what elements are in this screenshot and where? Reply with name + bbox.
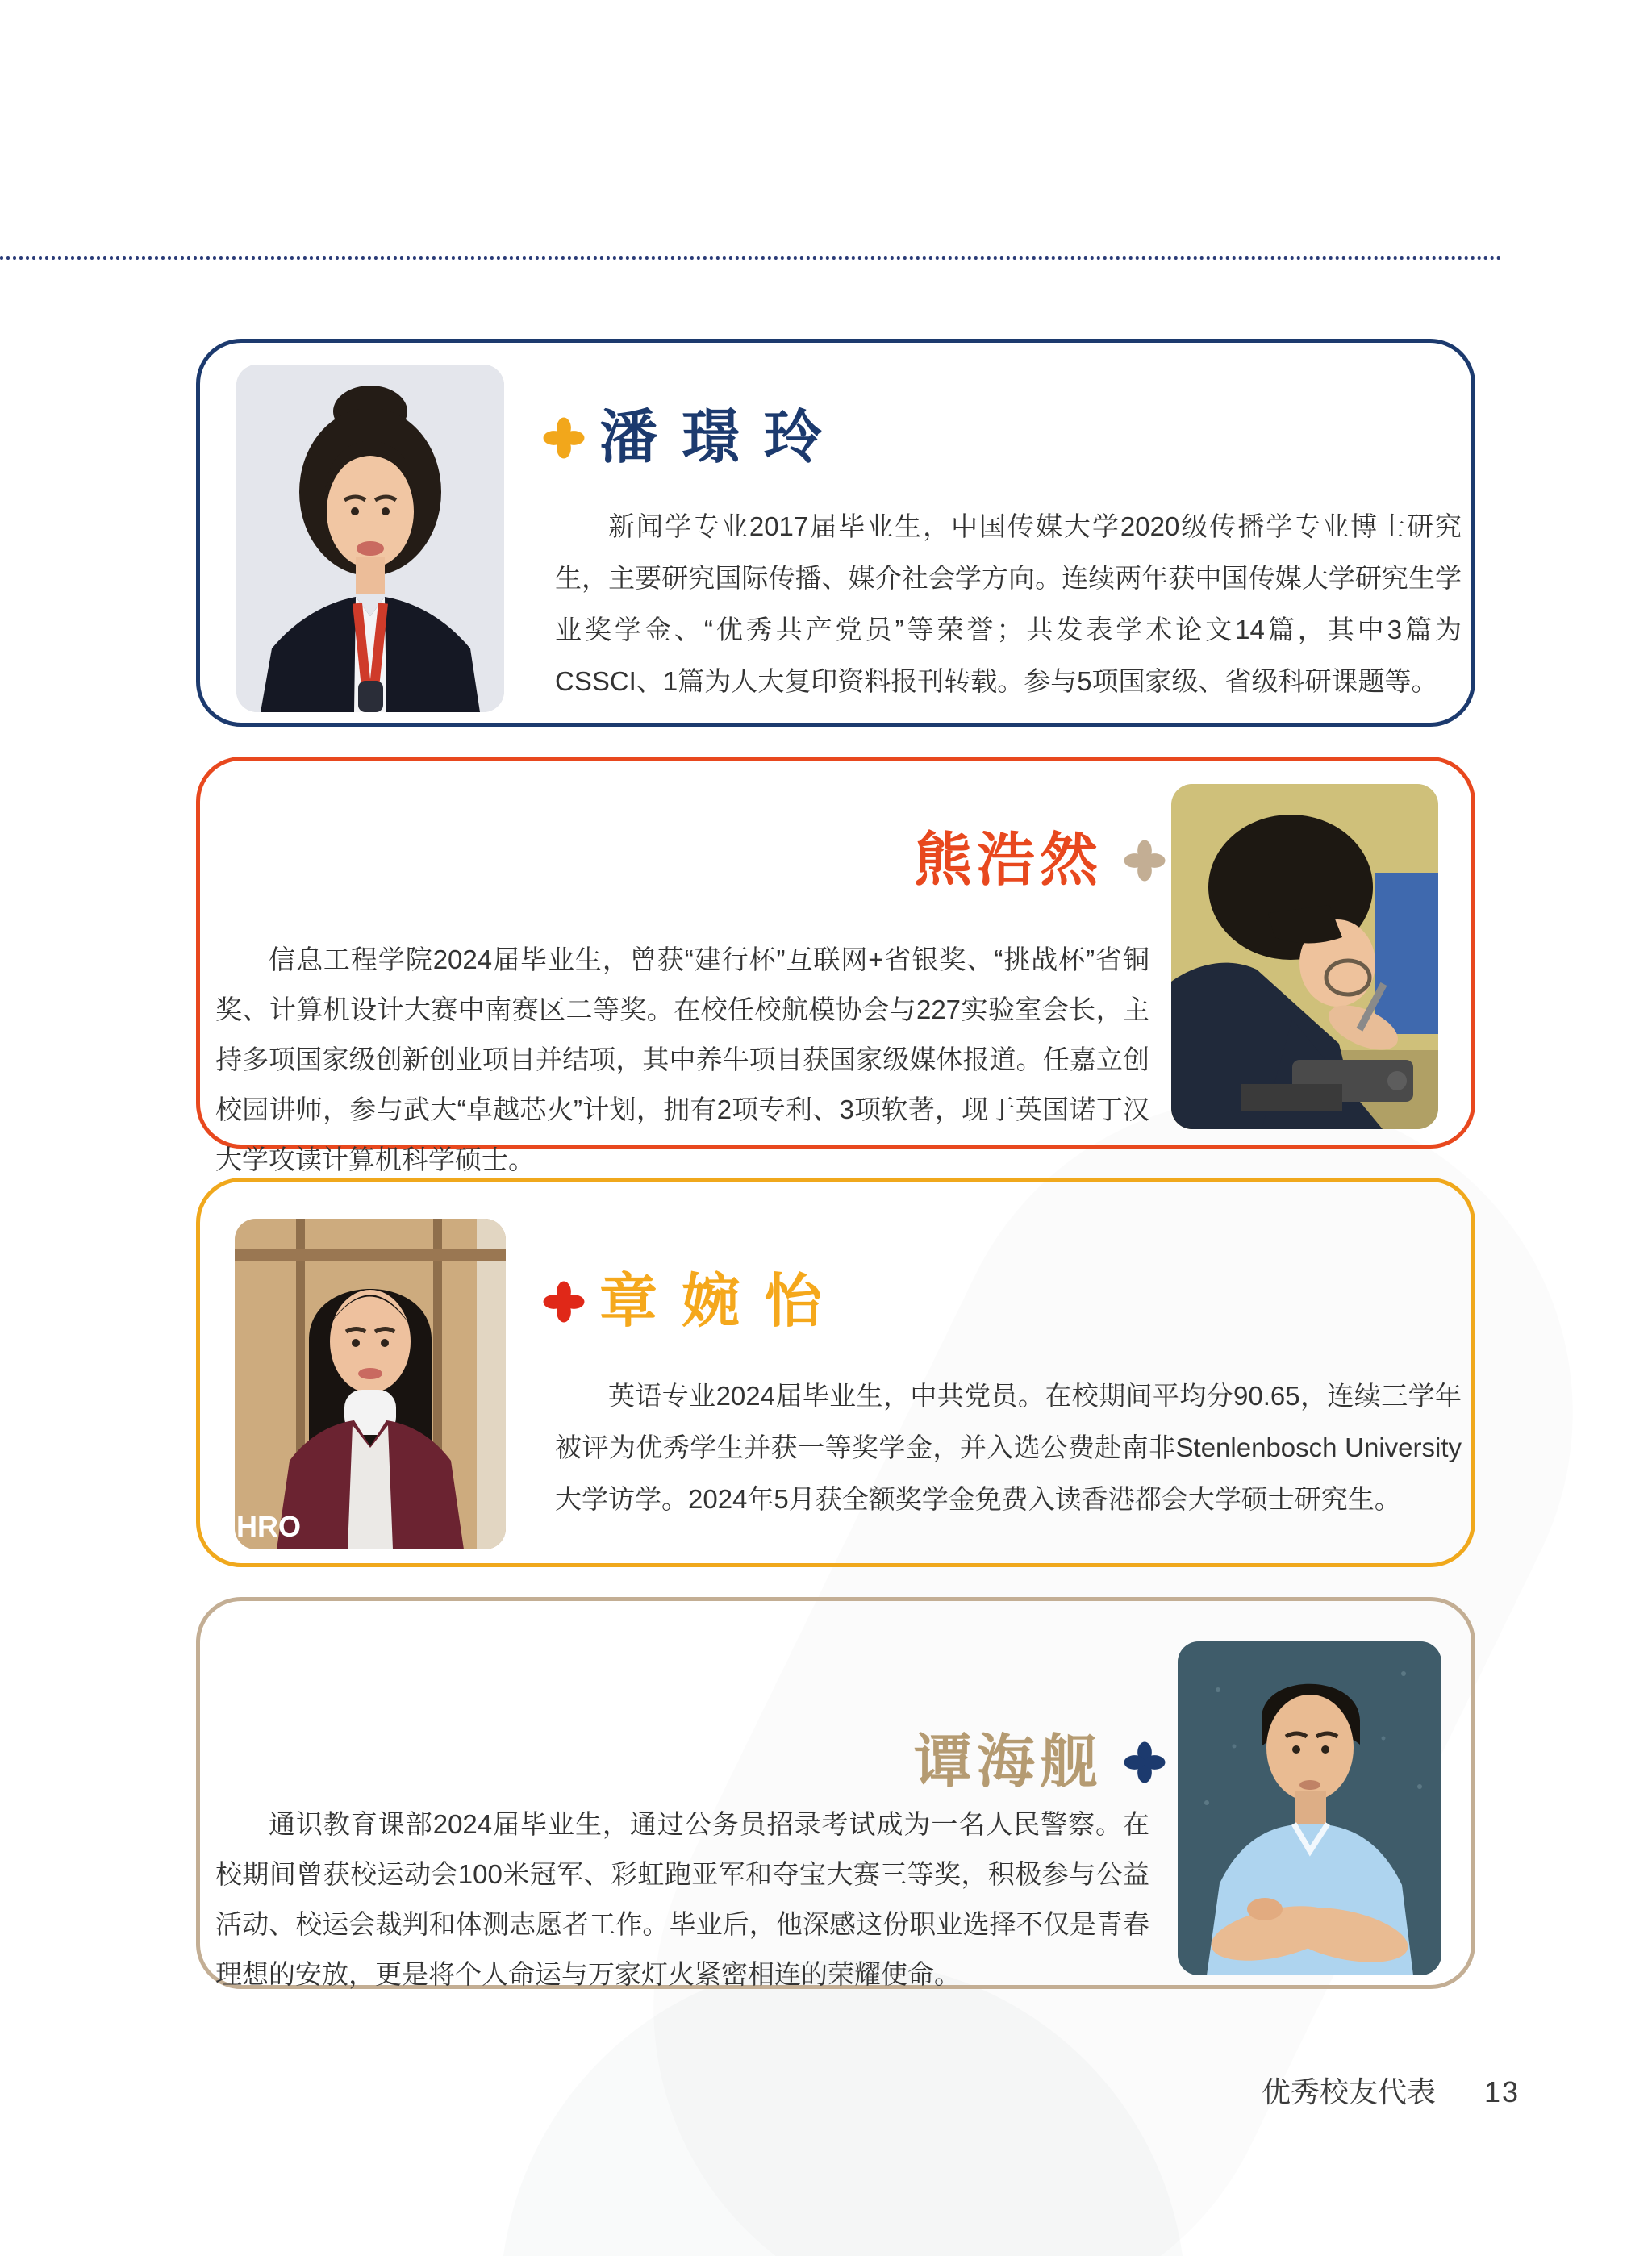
alumni-photo — [236, 365, 504, 712]
alumni-bio: 信息工程学院2024届毕业生，曾获“建行杯”互联网+省银奖、“挑战杯”省铜奖、计算机设计大赛中南赛区二等奖。在校任校航模协会与227实验室会长，主持多项国家级创新创业项目并结项，其中养牛项目获国家级媒体报道。任嘉立创校园讲师，参与武大“卓越芯火”计划，拥有2项专利、3项软著，现于英国诺丁汉大学攻读计算机科学硕士。 — [215, 945, 1150, 1174]
clover-icon — [543, 1281, 585, 1323]
alumni-card-pan-jingling — [196, 339, 1475, 727]
alumni-bio: 英语专业2024届毕业生，中共党员。在校期间平均分90.65，连续三学年被评为优秀学生并获一等奖学金，并入选公费赴南非Stenlenbosch University大学访学。2024年5月获全额奖学金免费入读香港都会大学硕士研究生。 — [555, 1381, 1462, 1514]
alumni-name: 谭海舰 — [914, 1730, 1103, 1795]
dotted-divider — [0, 256, 1502, 260]
alumni-photo — [1178, 1641, 1441, 1975]
page-number: 13 — [1484, 2075, 1521, 2108]
alumni-bio: 通识教育课部2024届毕业生，通过公务员招录考试成为一名人民警察。在校期间曾获校运动会100米冠军、彩虹跑亚军和夺宝大赛三等奖，积极参与公益活动、校运会裁判和体测志愿者工作。毕业后，他深感这份职业选择不仅是青春理想的安放，更是将个人命运与万家灯火紧密相连的荣耀使命。 — [215, 1809, 1149, 1989]
alumni-card-tan-haijian — [196, 1597, 1475, 1989]
clover-icon — [1124, 1741, 1166, 1783]
alumni-name: 潘璟玲 — [599, 406, 847, 470]
portrait-man-soldering — [1171, 784, 1438, 1129]
footer-section-title: 优秀校友代表 — [1262, 2075, 1437, 2108]
alumni-bio: 新闻学专业2017届毕业生，中国传媒大学2020级传播学专业博士研究生，主要研究国际传播、媒介社会学方向。连续两年获中国传媒大学研究生学业奖学金、“优秀共产党员”等荣誉；共发表学术论文14篇，其中3篇为CSSCI、1篇为人大复印资料报刊转载。参与5项国家级、省级科研课题等。 — [555, 511, 1462, 696]
clover-icon — [543, 417, 585, 459]
photo-sign-text: HRO — [236, 1510, 301, 1543]
clover-icon — [1124, 840, 1166, 882]
portrait-woman-cardigan — [235, 1219, 506, 1549]
portrait-woman-suit — [236, 365, 504, 712]
alumni-photo — [235, 1219, 506, 1549]
alumni-photo — [1171, 784, 1438, 1129]
alumni-card-xiong-haoran — [196, 757, 1475, 1174]
alumni-name: 熊浩然 — [914, 828, 1103, 893]
alumni-name: 章婉怡 — [599, 1270, 847, 1334]
alumni-card-zhang-wanyi — [196, 1178, 1475, 1567]
watermark-blob — [500, 1960, 1186, 2256]
page-footer — [1262, 2070, 1520, 2111]
portrait-man-blue-shirt — [1178, 1641, 1441, 1975]
